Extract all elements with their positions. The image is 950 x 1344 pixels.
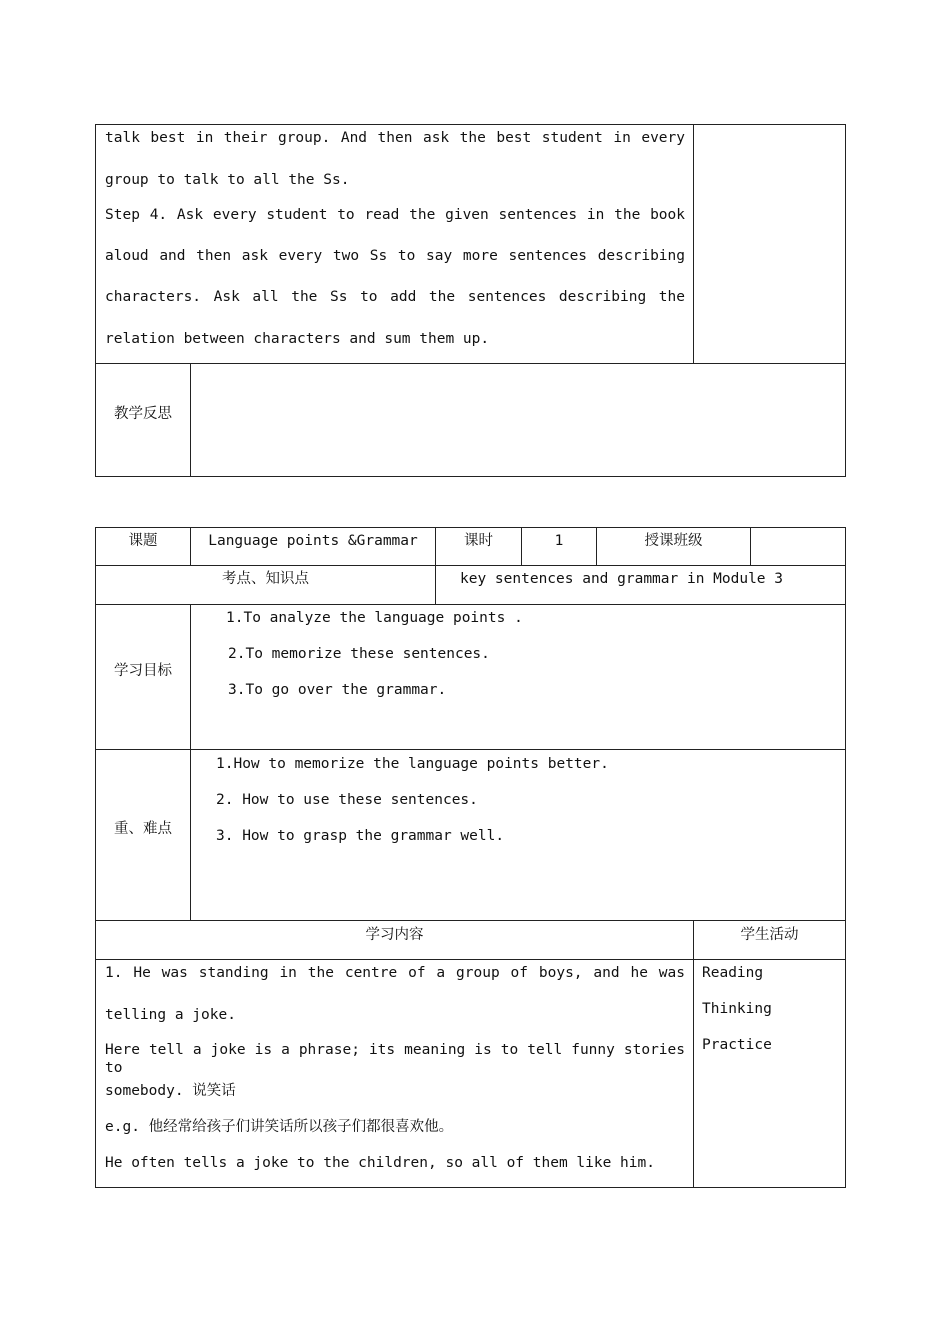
content-line-6: He often tells a joke to the children, so all of them like him.	[105, 1155, 655, 1171]
objective-item: 1.To analyze the language points .	[226, 610, 523, 626]
reflection-label: 教学反思	[114, 406, 172, 422]
topic-value: Language points &Grammar	[208, 533, 418, 549]
objectives-label: 学习目标	[114, 663, 172, 679]
content-line-3: Here tell a joke is a phrase; its meaning is to tell funny stories to	[105, 1042, 685, 1076]
top-table-border-bottom	[95, 476, 846, 477]
content-line-5: e.g. 他经常给孩子们讲笑话所以孩子们都很喜欢他。	[105, 1119, 454, 1135]
objective-item: 3.To go over the grammar.	[228, 682, 447, 698]
top-table-border-top	[95, 124, 846, 125]
lesson-border-left	[95, 527, 96, 1188]
objective-item: 2.To memorize these sentences.	[228, 646, 490, 662]
top-content-line-4: aloud and then ask every two Ss to say more sentences describing	[105, 248, 685, 264]
top-table-border-right	[845, 124, 846, 477]
lesson-border-bottom	[95, 1187, 846, 1188]
key-point-item: 3. How to grasp the grammar well.	[216, 828, 505, 844]
top-content-line-6: relation between characters and sum them up.	[105, 331, 490, 347]
lesson-row-line-2	[95, 604, 846, 605]
topic-label: 课题	[128, 533, 158, 549]
top-content-line-2: group to talk to all the Ss.	[105, 172, 350, 188]
activity-item: Reading	[702, 965, 764, 981]
lesson-row-line-4	[95, 920, 846, 921]
period-value: 1	[554, 533, 564, 549]
lesson-row-line-1	[95, 565, 846, 566]
key-point-item: 2. How to use these sentences.	[216, 792, 478, 808]
top-table-col-divider	[693, 124, 694, 364]
knowledge-value: key sentences and grammar in Module 3	[460, 571, 784, 587]
top-table-divider	[95, 363, 846, 364]
lesson-col-class	[750, 527, 751, 566]
top-content-line-1: talk best in their group. And then ask the best student in every	[105, 130, 685, 146]
knowledge-label: 考点、知识点	[222, 571, 309, 587]
key-points-label: 重、难点	[114, 821, 172, 837]
content-line-4: somebody. 说笑话	[105, 1083, 236, 1099]
class-label: 授课班级	[644, 533, 703, 549]
activity-item: Practice	[702, 1037, 772, 1053]
lesson-row-line-3	[95, 749, 846, 750]
content-line-2: telling a joke.	[105, 1007, 236, 1023]
lesson-col-labels	[190, 604, 191, 921]
top-table-reflection-divider	[190, 363, 191, 477]
top-content-line-5: characters. Ask all the Ss to add the sentences describing the	[105, 289, 685, 305]
content-line-1: 1. He was standing in the centre of a group of boys, and he was	[105, 965, 685, 981]
period-label: 课时	[464, 533, 493, 549]
content-header: 学习内容	[365, 927, 424, 943]
lesson-border-right	[845, 527, 846, 1188]
lesson-border-top	[95, 527, 846, 528]
key-point-item: 1.How to memorize the language points better.	[216, 756, 609, 772]
lesson-col-activity	[693, 920, 694, 1188]
activity-header: 学生活动	[740, 927, 799, 943]
top-table-border-left	[95, 124, 96, 477]
activity-item: Thinking	[702, 1001, 772, 1017]
lesson-row-line-5	[95, 959, 846, 960]
top-content-line-3: Step 4. Ask every student to read the given sentences in the book	[105, 207, 685, 223]
